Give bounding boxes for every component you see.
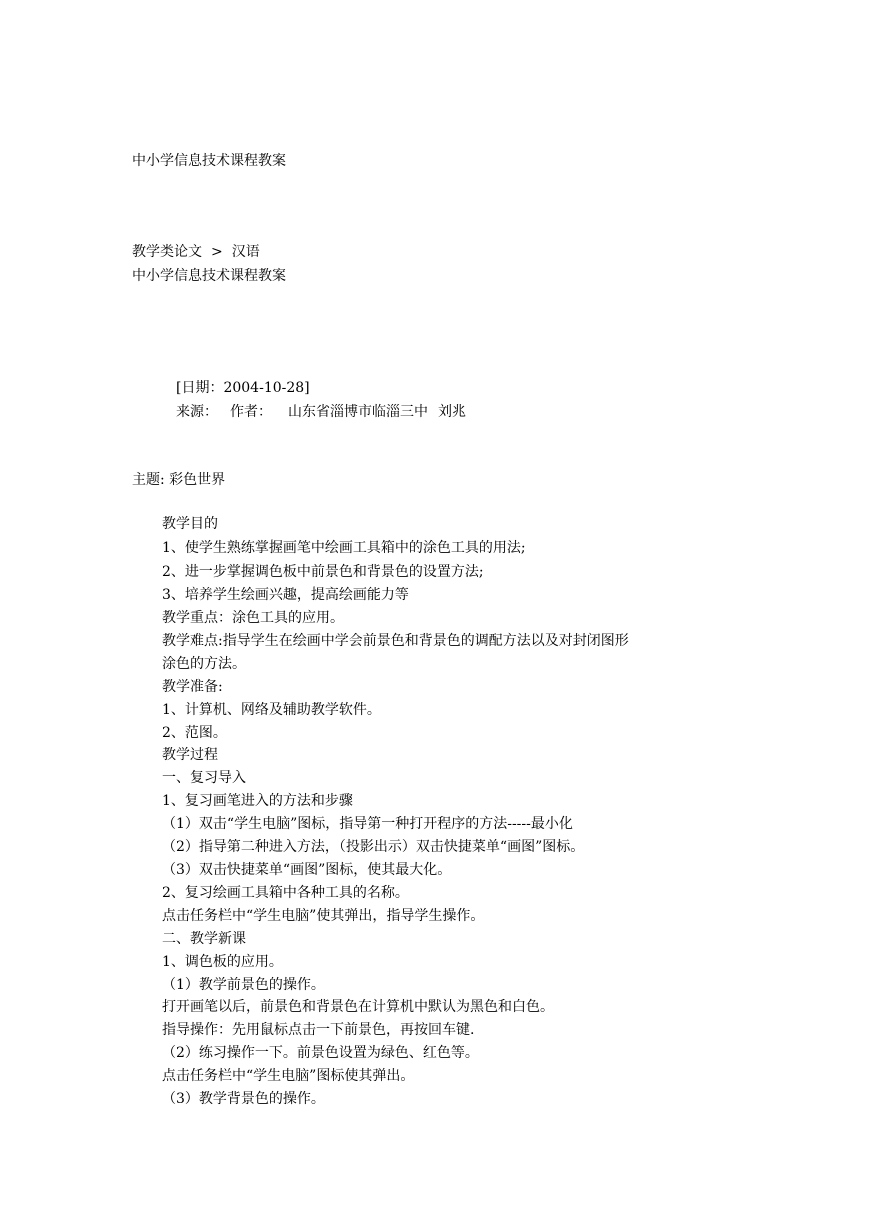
breadcrumb-subcategory[interactable]: 汉语	[231, 244, 260, 260]
body-line: 教学准备:	[162, 679, 223, 695]
source-label: 来源：	[176, 404, 218, 420]
body-line: 2、复习绘画工具箱中各种工具的名称。	[162, 885, 409, 901]
body-line: 二、教学新课	[162, 931, 246, 947]
body-line: 教学目的	[162, 516, 218, 532]
body-line: 1、复习画笔进入的方法和步骤	[162, 793, 353, 809]
author-label: 作者：	[230, 404, 272, 420]
body-line: 打开画笔以后，前景色和背景色在计算机中默认为黑色和白色。	[162, 999, 554, 1015]
body-line: 1、调色板的应用。	[162, 954, 283, 970]
body-line: 教学过程	[162, 747, 218, 763]
article-title: 中小学信息技术课程教案	[132, 268, 286, 284]
body-line: 1、使学生熟练掌握画笔中绘画工具箱中的涂色工具的用法;	[162, 540, 526, 556]
author-name: 刘兆	[438, 404, 466, 420]
body-line: 2、进一步掌握调色板中前景色和背景色的设置方法;	[162, 564, 484, 580]
body-line: （2）练习操作一下。前景色设置为绿色、红色等。	[162, 1045, 479, 1061]
body-line: 点击任务栏中“学生电脑”图标使其弹出。	[162, 1068, 415, 1084]
body-line: （3）双击快捷菜单“画图”图标，使其最大化。	[162, 862, 452, 878]
body-line: 3、培养学生绘画兴趣，提高绘画能力等	[162, 587, 409, 603]
body-line: （1）双击“学生电脑”图标，指导第一种打开程序的方法-----最小化	[162, 816, 573, 832]
breadcrumb-separator: >	[211, 244, 223, 260]
body-line: 教学重点：涂色工具的应用。	[162, 610, 344, 626]
author-affiliation: 山东省淄博市临淄三中	[288, 404, 428, 420]
source-author-line	[176, 403, 466, 421]
body-line: （1）教学前景色的操作。	[162, 977, 325, 993]
body-line: （3）教学背景色的操作。	[162, 1091, 325, 1107]
body-line: 一、复习导入	[162, 770, 246, 786]
body-line: 指导操作：先用鼠标点击一下前景色，再按回车键.	[162, 1022, 475, 1038]
body-line: 教学难点:指导学生在绘画中学会前景色和背景色的调配方法以及对封闭图形	[162, 633, 629, 649]
article-date: [日期：2004-10-28]	[176, 380, 310, 396]
breadcrumb	[132, 243, 260, 261]
topic-heading: 主题: 彩色世界	[132, 472, 226, 488]
body-line: 1、计算机、网络及辅助教学软件。	[162, 702, 381, 718]
document-title: 中小学信息技术课程教案	[132, 153, 286, 169]
body-line: （2）指导第二种进入方法，（投影出示）双击快捷菜单“画图”图标。	[162, 839, 585, 855]
body-line: 涂色的方法。	[162, 656, 246, 672]
body-line: 2、范图。	[162, 725, 227, 741]
breadcrumb-category[interactable]: 教学类论文	[132, 244, 202, 260]
body-line: 点击任务栏中“学生电脑”使其弹出，指导学生操作。	[162, 908, 485, 924]
